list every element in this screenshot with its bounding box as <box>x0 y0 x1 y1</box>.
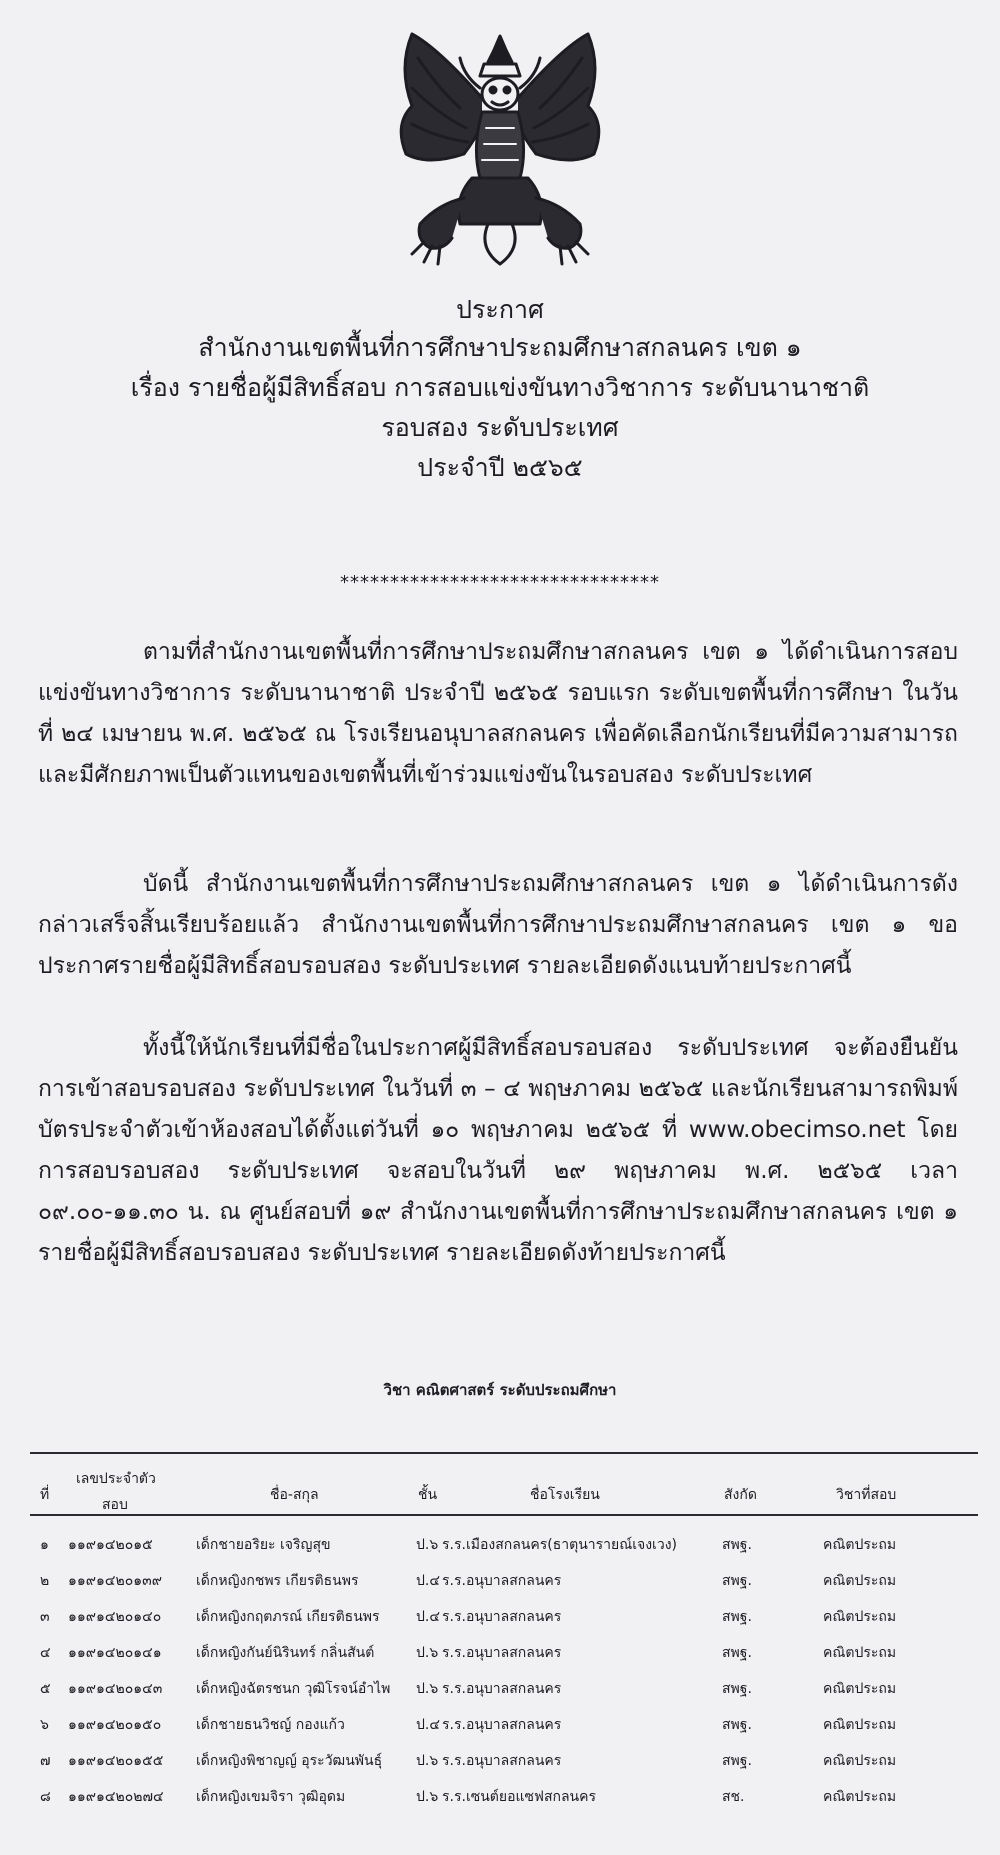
cell-school: ร.ร.เซนต์ยอแซฟสกลนคร <box>442 1789 596 1805</box>
paragraph-2: บัดนี้ สำนักงานเขตพื้นที่การศึกษาประถมศึกษาสกลนคร เขต ๑ ได้ดำเนินการดังกล่าวเสร็จสิ้นเรียบร้อยแล้ว สำนักงานเขตพื้นที่การศึกษาประถมศึกษาสกลนคร เขต ๑ ขอประกาศรายชื่อผู้มีสิทธิ์สอบรอบสอง ระดับประเทศ รายละเอียดดังแนบท้ายประกาศนี้ <box>38 871 958 979</box>
cell-no: ๘ <box>40 1789 51 1805</box>
announcement-title: ประกาศ <box>456 295 544 324</box>
cell-exam-id: ๑๑๙๑๔๒๐๑๔๐ <box>68 1609 162 1625</box>
cell-no: ๒ <box>40 1573 50 1589</box>
cell-school: ร.ร.อนุบาลสกลนคร <box>442 1753 562 1769</box>
cell-school: ร.ร.อนุบาลสกลนคร <box>442 1573 562 1589</box>
round-line: รอบสอง ระดับประเทศ <box>381 413 619 442</box>
garuda-emblem-icon <box>368 28 632 278</box>
cell-exam-subject: คณิตประถม <box>823 1789 897 1805</box>
table-row <box>30 1570 978 1606</box>
table-row <box>30 1786 978 1822</box>
table-row <box>30 1534 978 1570</box>
cell-exam-id: ๑๑๙๑๔๒๐๑๓๙ <box>68 1573 162 1589</box>
cell-exam-subject: คณิตประถม <box>823 1609 897 1625</box>
cell-school: ร.ร.อนุบาลสกลนคร <box>442 1645 562 1661</box>
header-name: ชื่อ-สกุล <box>270 1487 319 1503</box>
cell-affiliation: สพฐ. <box>722 1609 752 1625</box>
cell-exam-id: ๑๑๙๑๔๒๐๑๔๓ <box>68 1681 163 1697</box>
table-row <box>30 1750 978 1786</box>
cell-school: ร.ร.เมืองสกลนคร(ธาตุนารายณ์เจงเวง) <box>442 1537 677 1553</box>
cell-affiliation: สพฐ. <box>722 1753 752 1769</box>
table-subject-title: วิชา คณิตศาสตร์ ระดับประถมศึกษา <box>383 1381 617 1399</box>
office-line: สำนักงานเขตพื้นที่การศึกษาประถมศึกษาสกลนคร เขต ๑ <box>198 333 802 362</box>
table-top-rule <box>30 1452 978 1454</box>
cell-name: เด็กชายอริยะ เจริญสุข <box>196 1537 331 1553</box>
cell-affiliation: สช. <box>722 1789 745 1805</box>
cell-exam-subject: คณิตประถม <box>823 1681 897 1697</box>
cell-class: ป.๖ <box>416 1789 439 1805</box>
cell-name: เด็กหญิงกฤตภรณ์ เกียรติธนพร <box>196 1609 380 1625</box>
cell-class: ป.๔ <box>416 1573 440 1589</box>
cell-no: ๕ <box>40 1681 51 1697</box>
cell-no: ๗ <box>40 1753 51 1769</box>
subject-line: เรื่อง รายชื่อผู้มีสิทธิ์สอบ การสอบแข่งขันทางวิชาการ ระดับนานาชาติ <box>130 373 870 402</box>
cell-name: เด็กหญิงฉัตรชนก วุฒิโรจน์อำไพ <box>196 1681 391 1697</box>
cell-exam-id: ๑๑๙๑๔๒๐๑๕๕ <box>68 1753 164 1769</box>
cell-class: ป.๔ <box>416 1717 440 1733</box>
cell-name: เด็กหญิงพิชาญญ์ อุระวัฒนพันธุ์ <box>196 1753 383 1769</box>
paragraph-1: ตามที่สำนักงานเขตพื้นที่การศึกษาประถมศึกษาสกลนคร เขต ๑ ได้ดำเนินการสอบแข่งขันทางวิชาการ ระดับนานาชาติ ประจำปี ๒๕๖๕ รอบแรก ระดับเขตพื้นที่การศึกษา ในวันที่ ๒๔ เมษายน พ.ศ. ๒๕๖๕ ณ โรงเรียนอนุบาลสกลนคร เพื่อคัดเลือกนักเรียนที่มีความสามารถและมีศักยภาพเป็นตัวแทนของเขตพื้นที่เข้าร่วมแข่งขันในรอบสอง ระดับประเทศ <box>38 639 958 788</box>
header-no: ที่ <box>40 1487 50 1503</box>
cell-class: ป.๔ <box>416 1609 440 1625</box>
cell-exam-subject: คณิตประถม <box>823 1717 897 1733</box>
cell-exam-id: ๑๑๙๑๔๒๐๒๗๔ <box>68 1789 164 1805</box>
cell-name: เด็กหญิงเขมจิรา วุฒิอุดม <box>196 1789 346 1805</box>
header-exam-subject: วิชาที่สอบ <box>836 1487 897 1503</box>
cell-exam-subject: คณิตประถม <box>823 1645 897 1661</box>
year-line: ประจำปี ๒๕๖๕ <box>417 453 583 482</box>
cell-no: ๔ <box>40 1645 51 1661</box>
cell-school: ร.ร.อนุบาลสกลนคร <box>442 1717 562 1733</box>
header-exam-id-2: สอบ <box>102 1497 128 1513</box>
header-class: ชั้น <box>418 1487 438 1503</box>
divider-stars: ******************************** <box>340 572 660 593</box>
header-exam-id-1: เลขประจำตัว <box>76 1471 156 1487</box>
cell-affiliation: สพฐ. <box>722 1681 752 1697</box>
table-row <box>30 1642 978 1678</box>
cell-exam-subject: คณิตประถม <box>823 1573 897 1589</box>
cell-exam-subject: คณิตประถม <box>823 1753 897 1769</box>
table-row <box>30 1678 978 1714</box>
cell-affiliation: สพฐ. <box>722 1645 752 1661</box>
table-header-rule <box>30 1514 978 1516</box>
table-row <box>30 1606 978 1642</box>
cell-no: ๖ <box>40 1717 49 1733</box>
cell-class: ป.๖ <box>416 1537 439 1553</box>
header-school: ชื่อโรงเรียน <box>530 1487 600 1503</box>
table-header <box>30 1466 978 1526</box>
cell-exam-id: ๑๑๙๑๔๒๐๑๔๑ <box>68 1645 162 1661</box>
cell-name: เด็กชายธนวิชญ์ กองแก้ว <box>196 1717 345 1733</box>
cell-exam-id: ๑๑๙๑๔๒๐๑๕๐ <box>68 1717 162 1733</box>
cell-affiliation: สพฐ. <box>722 1537 752 1553</box>
cell-class: ป.๖ <box>416 1753 439 1769</box>
cell-school: ร.ร.อนุบาลสกลนคร <box>442 1609 562 1625</box>
cell-class: ป.๖ <box>416 1681 439 1697</box>
cell-affiliation: สพฐ. <box>722 1573 752 1589</box>
cell-name: เด็กหญิงกชพร เกียรติธนพร <box>196 1573 359 1589</box>
paragraph-3: ทั้งนี้ให้นักเรียนที่มีชื่อในประกาศผู้มีสิทธิ์สอบรอบสอง ระดับประเทศ จะต้องยืนยันการเข้าสอบรอบสอง ระดับประเทศ ในวันที่ ๓ – ๔ พฤษภาคม ๒๕๖๕ และนักเรียนสามารถพิมพ์บัตรประจำตัวเข้าห้องสอบได้ตั้งแต่วันที่ ๑๐ พฤษภาคม ๒๕๖๕ ที่ www.obecimso.net โดยการสอบรอบสอง ระดับประเทศ จะสอบในวันที่ ๒๙ พฤษภาคม พ.ศ. ๒๕๖๕ เวลา ๐๙.๐๐-๑๑.๓๐ น. ณ ศูนย์สอบที่ ๑๙ สำนักงานเขตพื้นที่การศึกษาประถมศึกษาสกลนคร เขต ๑ รายชื่อผู้มีสิทธิ์สอบรอบสอง ระดับประเทศ รายละเอียดดังท้ายประกาศนี้ <box>38 1035 958 1266</box>
header-affiliation: สังกัด <box>724 1487 757 1503</box>
cell-no: ๑ <box>40 1537 49 1553</box>
cell-class: ป.๖ <box>416 1645 439 1661</box>
cell-no: ๓ <box>40 1609 50 1625</box>
cell-affiliation: สพฐ. <box>722 1717 752 1733</box>
cell-name: เด็กหญิงกันย์นิรินทร์ กลิ่นสันต์ <box>196 1645 375 1661</box>
cell-exam-id: ๑๑๙๑๔๒๐๑๕ <box>68 1537 153 1553</box>
table-row <box>30 1714 978 1750</box>
cell-exam-subject: คณิตประถม <box>823 1537 897 1553</box>
cell-school: ร.ร.อนุบาลสกลนคร <box>442 1681 562 1697</box>
